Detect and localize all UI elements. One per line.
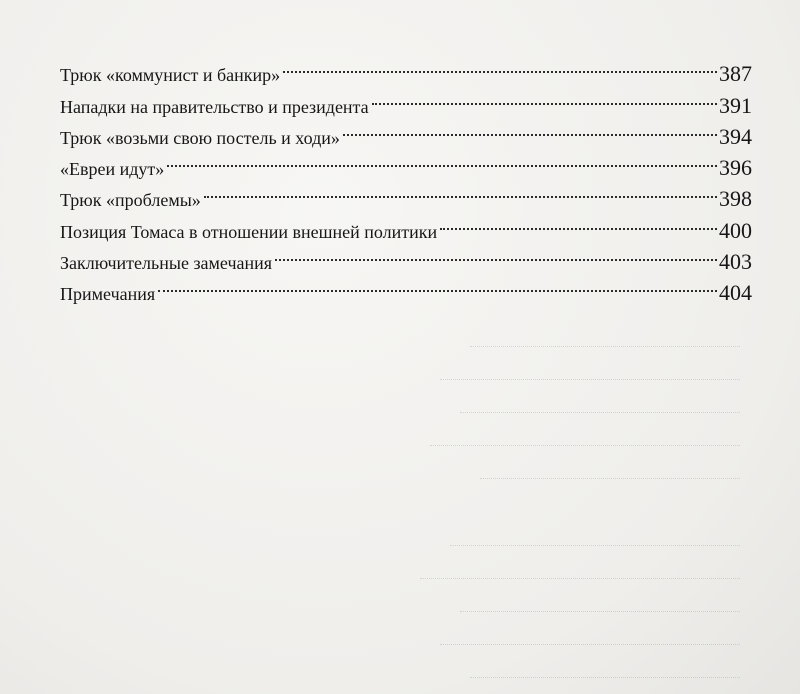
toc-entry [60,269,752,306]
toc-entry [60,50,752,87]
dot-leader [343,113,717,144]
dot-leader [204,175,717,206]
toc-entry-page: 387 [719,61,752,87]
toc-entry-page: 403 [719,249,752,275]
toc-entry-page: 404 [719,280,752,306]
toc-entry-title: Трюк «коммунист и банкир» [60,65,281,86]
dot-leader [372,81,717,112]
toc-entry-title: Нападки на правительство и президента [60,96,369,117]
dot-leader [283,50,717,81]
table-of-contents [60,50,752,306]
dot-leader [275,238,717,269]
toc-entry-page: 398 [719,186,752,212]
toc-entry-title: «Евреи идут» [60,159,165,180]
toc-entry-page: 394 [719,123,752,149]
toc-entry-title: Трюк «проблемы» [60,190,201,211]
toc-entry-title: Примечания [60,284,156,305]
dot-leader [167,144,717,175]
toc-entry-title: Трюк «возьми свою постель и ходи» [60,127,340,148]
dot-leader [158,269,717,300]
toc-entry-page: 400 [719,217,752,243]
toc-entry-title: Позиция Томаса в отношении внешней политики [60,221,438,242]
toc-entry-page: 396 [719,155,752,181]
dot-leader [440,206,717,237]
toc-entry-page: 391 [719,92,752,118]
toc-entry-title: Заключительные замечания [60,253,273,274]
